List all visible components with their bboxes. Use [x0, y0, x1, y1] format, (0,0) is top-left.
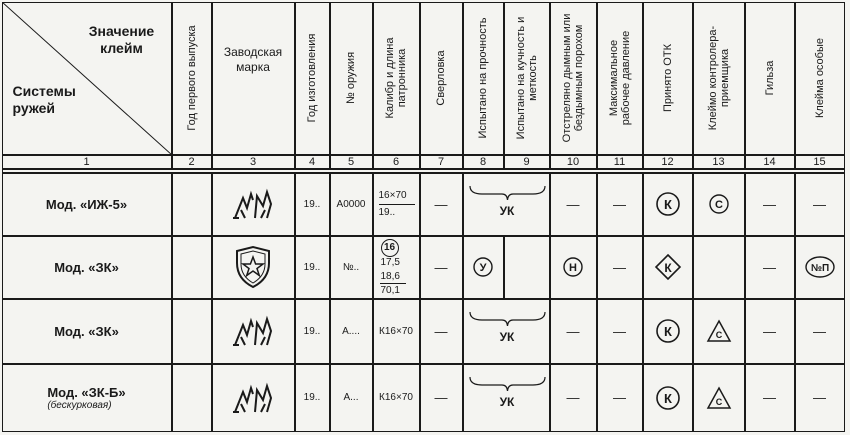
col-number: 8	[463, 155, 504, 169]
col-number: 15	[795, 155, 845, 169]
izhmash-logo-icon	[231, 313, 275, 349]
caliber-cell: 16 17,5 18,6 70,1	[373, 236, 420, 299]
special-cell: —	[795, 173, 845, 236]
drilling-cell: —	[420, 173, 463, 236]
otk-stamp-icon	[655, 191, 681, 217]
col-number: 1	[2, 155, 172, 169]
col-number: 10	[550, 155, 597, 169]
year-first-cell	[172, 236, 212, 299]
factory-mark-cell	[212, 173, 295, 236]
powder-cell: —	[550, 173, 597, 236]
proof-cell: УК	[463, 299, 550, 364]
shell-cell: —	[745, 236, 795, 299]
powder-stamp-icon	[562, 256, 584, 278]
svg-text:С: С	[715, 330, 722, 340]
svg-text:Н: Н	[569, 262, 577, 274]
caliber-cell: К16×70	[373, 299, 420, 364]
col-header-special: Клейма особые	[795, 2, 845, 155]
caliber-cell: К16×70	[373, 364, 420, 432]
factory-mark-cell	[212, 236, 295, 299]
gun-model-name: Мод. «ЗК-Б» (бескурковая)	[2, 364, 172, 432]
shell-cell: —	[745, 364, 795, 432]
caliber-divider	[379, 204, 415, 205]
col-header-shell: Гильза	[745, 2, 795, 155]
pressure-cell: —	[597, 364, 643, 432]
col-number: 12	[643, 155, 693, 169]
svg-text:К: К	[663, 261, 672, 275]
gun-model-name: Мод. «ЗК»	[2, 236, 172, 299]
otk-stamp-icon	[655, 318, 681, 344]
year-made-cell: 19..	[295, 364, 330, 432]
special-stamp-icon	[804, 255, 836, 279]
drilling-cell: —	[420, 299, 463, 364]
year-first-cell	[172, 299, 212, 364]
col-header-controller: Клеймо контролера-приемщика	[693, 2, 745, 155]
col-header-serial: № оружия	[330, 2, 373, 155]
special-cell: —	[795, 364, 845, 432]
caliber-circle-stamp: 16	[381, 239, 399, 257]
proof-stamp-icon	[472, 256, 494, 278]
svg-text:К: К	[663, 324, 672, 339]
year-made-cell: 19..	[295, 236, 330, 299]
powder-cell: —	[550, 364, 597, 432]
strength-cell	[463, 236, 504, 299]
shield-star-logo-icon	[233, 245, 273, 289]
col-header-year-first: Год первого выпуска	[172, 2, 212, 155]
powder-cell: —	[550, 299, 597, 364]
serial-cell: А....	[330, 299, 373, 364]
col-number: 14	[745, 155, 795, 169]
gun-model-name: Мод. «ЗК»	[2, 299, 172, 364]
otk-cell	[643, 299, 693, 364]
controller-cell	[693, 364, 745, 432]
serial-cell: А0000	[330, 173, 373, 236]
brace-icon	[464, 184, 551, 204]
col-header-drilling: Сверловка	[420, 2, 463, 155]
otk-diamond-stamp-icon	[654, 253, 682, 281]
col-number: 11	[597, 155, 643, 169]
svg-text:К: К	[663, 390, 672, 406]
brace-icon	[464, 375, 551, 395]
col-number: 13	[693, 155, 745, 169]
corner-bottom-label: Системы ружей	[12, 82, 76, 116]
year-made-cell: 19..	[295, 173, 330, 236]
svg-text:У: У	[479, 262, 487, 274]
corner-header-cell	[2, 2, 172, 155]
col-header-accuracy: Испытано на кучность и меткость	[504, 2, 550, 155]
svg-text:№П: №П	[810, 263, 829, 274]
corner-top-label: Значение клейм	[88, 22, 155, 56]
special-cell	[795, 236, 845, 299]
shell-cell: —	[745, 299, 795, 364]
izhmash-logo-icon	[231, 186, 275, 222]
col-header-year-made: Год изготовления	[295, 2, 330, 155]
col-number: 9	[504, 155, 550, 169]
svg-text:С: С	[714, 199, 723, 211]
powder-cell	[550, 236, 597, 299]
serial-cell: №..	[330, 236, 373, 299]
controller-stamp-icon	[708, 193, 730, 215]
drilling-cell: —	[420, 364, 463, 432]
controller-cell	[693, 236, 745, 299]
controller-cell	[693, 173, 745, 236]
gun-model-name: Мод. «ИЖ-5»	[2, 173, 172, 236]
col-header-pressure: Максимальное рабочее давление	[597, 2, 643, 155]
otk-cell	[643, 173, 693, 236]
special-cell: —	[795, 299, 845, 364]
pressure-cell: —	[597, 173, 643, 236]
serial-cell: А...	[330, 364, 373, 432]
col-number: 4	[295, 155, 330, 169]
col-header-factory-mark: Заводская марка	[212, 2, 295, 155]
proof-cell: УК	[463, 173, 550, 236]
controller-cell	[693, 299, 745, 364]
drilling-cell: —	[420, 236, 463, 299]
proof-cell: УК	[463, 364, 550, 432]
svg-text:К: К	[663, 197, 672, 212]
year-first-cell	[172, 173, 212, 236]
pressure-cell: —	[597, 236, 643, 299]
caliber-divider	[380, 283, 406, 284]
controller-triangle-stamp-icon	[706, 319, 732, 343]
factory-mark-cell	[212, 299, 295, 364]
otk-stamp-icon	[655, 385, 681, 411]
factory-mark-cell	[212, 364, 295, 432]
pressure-cell: —	[597, 299, 643, 364]
otk-cell	[643, 364, 693, 432]
col-number: 6	[373, 155, 420, 169]
izhmash-logo-icon	[231, 380, 275, 416]
col-number: 3	[212, 155, 295, 169]
otk-cell	[643, 236, 693, 299]
year-first-cell	[172, 364, 212, 432]
col-header-caliber: Калибр и длина патронника	[373, 2, 420, 155]
year-made-cell: 19..	[295, 299, 330, 364]
controller-triangle-stamp-icon	[706, 386, 732, 410]
col-header-powder: Отстреляно дымным или бездымным порохом	[550, 2, 597, 155]
col-number: 5	[330, 155, 373, 169]
col-header-strength: Испытано на прочность	[463, 2, 504, 155]
accuracy-cell	[504, 236, 550, 299]
caliber-cell: 16×70 19..	[373, 173, 420, 236]
svg-text:С: С	[715, 396, 722, 407]
col-number: 2	[172, 155, 212, 169]
col-number: 7	[420, 155, 463, 169]
col-header-otk: Принято ОТК	[643, 2, 693, 155]
brace-icon	[464, 310, 551, 330]
shell-cell: —	[745, 173, 795, 236]
